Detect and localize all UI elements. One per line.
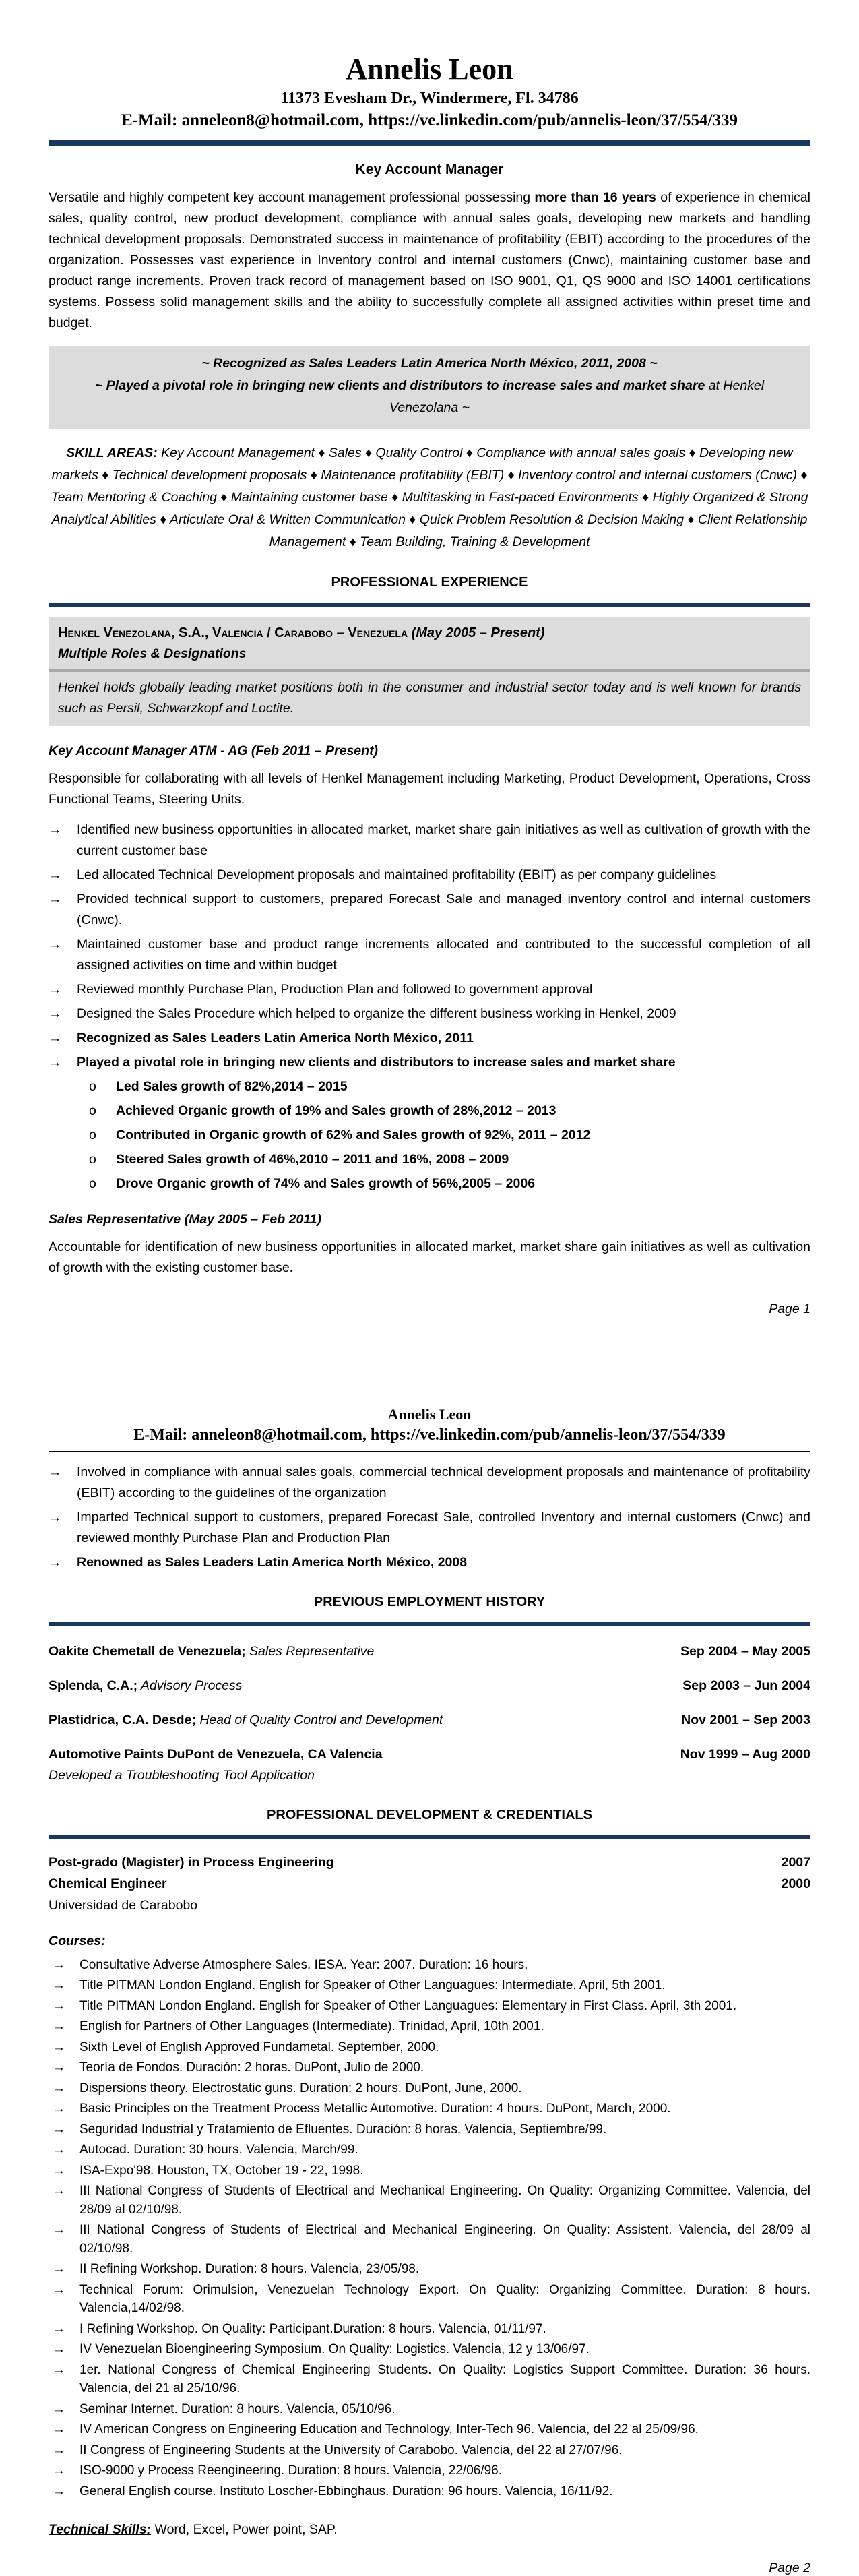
arrow-bullet-icon: → [49,1464,62,1479]
continued-bullet-list [49,1462,810,1573]
header-rule [49,140,810,146]
arrow-bullet-icon: → [53,2122,65,2137]
employment-company-role: Automotive Paints DuPont de Venezuela, CA Valencia [49,1746,383,1762]
employment-dates: Nov 1999 – Aug 2000 [680,1746,810,1762]
course-item [49,2461,810,2480]
arrow-bullet-icon: → [53,1998,65,2013]
course-item [49,2361,810,2398]
university-name: Universidad de Carabobo [49,1897,198,1913]
course-text: Sixth Level of English Approved Fundametal. September, 2000. [79,2040,439,2054]
courses-label: Courses: [49,1933,106,1949]
course-item [49,2038,810,2057]
arrow-bullet-icon: → [53,2282,65,2297]
bullet-text: Renowned as Sales Leaders Latin America North México, 2008 [77,1554,468,1570]
role-bullet-list [49,820,810,1073]
course-item [49,2120,810,2139]
employment-row [49,1744,810,1786]
technical-skills-label: Technical Skills: [49,2522,152,2538]
course-item [49,1997,810,2016]
course-item [49,2099,810,2118]
page-number: Page 2 [769,2560,810,2576]
role-title-sales-representative: Sales Representative (May 2005 – Feb 2011) [49,1211,322,1227]
credential-year: 2007 [781,1854,810,1870]
recognition-line: ~ Played a pivotal role in bringing new clients and distributors to increase sales and market share at Henkel Venezolana ~ [94,377,765,415]
course-text: ISA-Expo'98. Houston, TX, October 19 - 22, 1998. [79,2163,364,2178]
courses-list [49,1956,810,2501]
course-text: Basic Principles on the Treatment Process Metallic Automotive. Duration: 4 hours. DuPont, March, 2000. [79,2102,671,2116]
arrow-bullet-icon: → [53,2223,65,2238]
bullet-item [49,1052,810,1073]
employer-subtitle: Multiple Roles & Designations [58,646,247,661]
employment-company-role: Plastidrica, C.A. Desde; Head of Quality Control and Development [49,1712,443,1727]
course-item [49,2182,810,2219]
bullet-item [49,889,810,931]
course-item [49,2281,810,2318]
arrow-bullet-icon: → [53,2362,65,2377]
course-item [49,2079,810,2098]
course-item [49,2161,810,2180]
bullet-text: Led allocated Technical Development proposals and maintained profitability (EBIT) as per company guidelines [77,867,717,882]
employment-row [49,1710,810,1731]
employment-dates: Sep 2003 – Jun 2004 [682,1678,810,1693]
sub-bullet-item [89,1101,810,1122]
bullet-text: Identified new business opportunities in allocated market, market share gain initiatives as well as cultivation of growth with the current customer base [77,822,810,858]
section-rule [49,603,810,607]
arrow-bullet-icon: → [53,2040,65,2054]
circle-bullet-icon: o [89,1127,96,1142]
course-text: ISO-9000 y Process Reengineering. Duration: 8 hours. Valencia, 22/06/96. [79,2463,503,2478]
skill-areas-list: Key Account Management ♦ Sales ♦ Quality Control ♦ Compliance with annual sales goals ♦ Developing new markets ♦ Technical development proposals ♦ Maintenance profitability (EBIT) ♦ Inventory control and internal customers (Cnwc) ♦ Team Mentoring & Coaching ♦ Maintaining customer base ♦ Multitasking in Fast-paced Environments ♦ Highly Organized & Strong Analytical Abilities ♦ Articulate Oral & Written Communication ♦ Quick Problem Resolution & Decision Making ♦ Client Relationship Management ♦ Team Building, Training & Development [51,445,808,549]
employment-row [49,1676,810,1696]
course-item [49,2058,810,2077]
arrow-bullet-icon: → [49,867,62,882]
arrow-bullet-icon: → [49,1554,62,1570]
sub-bullet-text: Steered Sales growth of 46%,2010 – 2011 and 16%, 2008 – 2009 [116,1151,509,1167]
course-text: Dispersions theory. Electrostatic guns. Duration: 2 hours. DuPont, June, 2000. [79,2081,522,2095]
course-item [49,2141,810,2159]
credentials-list [49,1851,810,1895]
recognition-line: ~ Recognized as Sales Leaders Latin America North México, 2011, 2008 ~ [201,355,658,371]
arrow-bullet-icon: → [49,891,62,907]
bullet-text: Played a pivotal role in bringing new clients and distributors to increase sales and market share [77,1054,676,1070]
bullet-item [49,934,810,976]
arrow-bullet-icon: → [53,2102,65,2116]
employment-dates: Nov 2001 – Sep 2003 [681,1712,810,1727]
bullet-item [49,1507,810,1549]
bullet-item [49,820,810,861]
course-item [49,2017,810,2036]
arrow-bullet-icon: → [49,1509,62,1525]
header-hairline [49,1451,810,1452]
employment-company-role: Splenda, C.A.; Advisory Process [49,1678,243,1693]
section-rule [49,1622,810,1626]
course-text: General English course. Instituto Loscher-Ebbinghaus. Duration: 96 hours. Valencia, 16/11/92. [79,2484,613,2498]
course-text: II Refining Workshop. Duration: 8 hours. Valencia, 23/05/98. [79,2262,420,2277]
page-break-gap [0,1317,859,1397]
role-intro: Accountable for identification of new business opportunities in allocated market, market share gain initiatives as well as cultivation of growth with the existing customer base. [49,1239,810,1275]
bullet-item [49,1462,810,1504]
arrow-bullet-icon: → [53,2342,65,2357]
employment-history-list [49,1641,810,1786]
course-text: II Congress of Engineering Students at the University of Carabobo. Valencia, del 22 al 27/07/96. [79,2443,623,2457]
bullet-item [49,865,810,886]
arrow-bullet-icon: → [49,822,62,837]
recognition-box [49,346,810,429]
candidate-contact-line: E-Mail: anneleon8@hotmail.com, https://ve.linkedin.com/pub/annelis-leon/37/554/339 [121,111,738,129]
arrow-bullet-icon: → [53,2321,65,2336]
arrow-bullet-icon: → [53,2143,65,2157]
course-text: Teoría de Fondos. Duración: 2 horas. DuPont, Julio de 2000. [79,2060,424,2075]
technical-skills-text: Word, Excel, Power point, SAP. [154,2522,338,2538]
credential-title: Post-grado (Magister) in Process Engineering [49,1854,334,1870]
sub-bullet-item [89,1125,810,1146]
circle-bullet-icon: o [89,1175,96,1191]
employment-company-role: Oakite Chemetall de Venezuela; Sales Representative [49,1643,375,1659]
growth-sub-bullet-list [89,1076,810,1194]
course-text: Consultative Adverse Atmosphere Sales. IESA. Year: 2007. Duration: 16 hours. [79,1957,528,1972]
arrow-bullet-icon: → [53,2060,65,2075]
course-item [49,2441,810,2460]
course-text: IV American Congress on Engineering Education and Technology, Inter-Tech 96. Valencia, del 22 al 25/09/96. [79,2422,699,2437]
arrow-bullet-icon: → [53,2422,65,2437]
circle-bullet-icon: o [89,1151,96,1167]
arrow-bullet-icon: → [53,2443,65,2457]
arrow-bullet-icon: → [53,2401,65,2416]
employment-note: Developed a Troubleshooting Tool Application [49,1767,315,1783]
arrow-bullet-icon: → [49,1030,62,1045]
employer-name-line: Henkel Venezolana, S.A., Valencia / Carabobo – Venezuela (May 2005 – Present) [58,625,545,640]
candidate-name: Annelis Leon [387,1405,472,1423]
credential-row [49,1851,810,1873]
section-rule [49,1835,810,1839]
course-item [49,2420,810,2439]
section-heading-employment-history: PREVIOUS EMPLOYMENT HISTORY [313,1594,546,1609]
bullet-item [49,1028,810,1049]
sub-bullet-item [89,1076,810,1097]
sub-bullet-text: Contributed in Organic growth of 62% and Sales growth of 92%, 2011 – 2012 [116,1127,591,1142]
arrow-bullet-icon: → [53,2463,65,2478]
credential-row [49,1873,810,1895]
course-item [49,2320,810,2339]
course-item [49,2260,810,2279]
arrow-bullet-icon: → [53,2019,65,2034]
arrow-bullet-icon: → [53,2163,65,2178]
arrow-bullet-icon: → [53,2262,65,2277]
course-item [49,2482,810,2501]
employer-box [49,617,810,726]
employment-dates: Sep 2004 – May 2005 [680,1643,810,1659]
circle-bullet-icon: o [89,1078,96,1094]
course-text: Autocad. Duration: 30 hours. Valencia, March/99. [79,2143,358,2157]
arrow-bullet-icon: → [53,1978,65,1993]
course-item [49,1976,810,1995]
arrow-bullet-icon: → [53,2484,65,2498]
employment-row [49,1641,810,1662]
course-item [49,2340,810,2359]
sub-bullet-text: Drove Organic growth of 74% and Sales growth of 56%,2005 – 2006 [116,1175,536,1191]
bullet-text: Recognized as Sales Leaders Latin America North México, 2011 [77,1030,474,1045]
page-number: Page 1 [769,1301,810,1316]
arrow-bullet-icon: → [53,2081,65,2095]
skill-areas-label: SKILL AREAS: [66,445,158,460]
candidate-address: 11373 Evesham Dr., Windermere, Fl. 34786 [280,89,579,107]
course-text: 1er. National Congress of Chemical Engineering Students. On Quality: Logistics Support Committee. Duration: 36 hours. Valencia, del 21 al 25/10/96. [79,2362,810,2396]
bullet-text: Involved in compliance with annual sales goals, commercial technical development proposals and maintenance of profitability (EBIT) according to the guidelines of the organization [77,1464,810,1500]
summary-paragraph: Versatile and highly competent key account management professional possessing more than 16 years of experience in chemical sales, quality control, new product development, compliance with annual sales goals, developing new markets and handling technical development proposals. Demonstrated success in maintenance of profitability (EBIT) according to the procedures of the organization. Possesses vast experience in Inventory control and internal customers (Cnwc), maintaining customer base and product range increments. Proven track record of management based on ISO 9001, Q1, QS 9000 and ISO 14001 certifications systems. Possess solid management skills and the ability to successfully complete all assigned activities within preset time and budget. [49,189,810,330]
role-title-key-account-manager: Key Account Manager ATM - AG (Feb 2011 – Present) [49,743,379,758]
arrow-bullet-icon: → [53,2184,65,2199]
employer-description: Henkel holds globally leading market positions both in the consumer and industrial sector today and is well known for brands such as Persil, Schwarzkopf and Loctite. [58,679,801,716]
course-text: Seguridad Industrial y Tratamiento de Efluentes. Duración: 8 horas. Valencia, Septiembre/99. [79,2122,607,2137]
resume-title: Key Account Manager [355,161,504,177]
candidate-name: Annelis Leon [346,53,513,86]
sub-bullet-item [89,1149,810,1170]
credential-title: Chemical Engineer [49,1876,167,1891]
course-text: English for Partners of Other Languages (Intermediate). Trinidad, April, 10th 2001. [79,2019,544,2034]
course-text: Technical Forum: Orimulsion, Venezuelan Technology Export. On Quality: Organizing Committee. Duration: 8 hours. Valencia,14/02/98. [79,2282,810,2316]
course-text: Title PITMAN London England. English for Speaker of Other Languagues: Elementary in First Class. April, 3th 2001. [79,1998,737,2013]
course-text: III National Congress of Students of Electrical and Mechanical Engineering. On Quality: Assistent. Valencia, del 28/09 al 02/10/98. [79,2223,810,2256]
bullet-text: Provided technical support to customers, prepared Forecast Sale and managed inventory control and internal customers (Cnwc). [77,891,810,927]
course-item [49,2400,810,2419]
bullet-text: Reviewed monthly Purchase Plan, Production Plan and followed to government approval [77,981,593,997]
bullet-item [49,1552,810,1573]
bullet-item [49,1004,810,1024]
course-text: III National Congress of Students of Electrical and Mechanical Engineering. On Quality: Organizing Committee. Valencia, del 28/09 al 02/10/98. [79,2184,810,2217]
arrow-bullet-icon: → [49,1006,62,1021]
skill-areas [49,442,810,553]
section-heading-experience: PROFESSIONAL EXPERIENCE [331,574,528,590]
bullet-text: Imparted Technical support to customers, prepared Forecast Sale, controlled Inventory and internal customers (Cnwc) and reviewed monthly Purchase Plan and Production Plan [77,1509,810,1545]
arrow-bullet-icon: → [49,936,62,952]
arrow-bullet-icon: → [49,981,62,997]
arrow-bullet-icon: → [49,1054,62,1070]
course-item [49,1956,810,1975]
course-text: I Refining Workshop. On Quality: Participant.Duration: 8 hours. Valencia, 01/11/97. [79,2321,546,2336]
bullet-item [49,979,810,1000]
candidate-contact-line: E-Mail: anneleon8@hotmail.com, https://ve.linkedin.com/pub/annelis-leon/37/554/339 [133,1425,726,1444]
sub-bullet-text: Achieved Organic growth of 19% and Sales growth of 28%,2012 – 2013 [116,1103,556,1118]
bullet-text: Maintained customer base and product range increments allocated and contributed to the successful completion of all assigned activities on time and within budget [77,936,810,973]
arrow-bullet-icon: → [53,1957,65,1972]
section-heading-credentials: PROFESSIONAL DEVELOPMENT & CREDENTIALS [266,1807,592,1822]
bullet-text: Designed the Sales Procedure which helped to organize the different business working in Henkel, 2009 [77,1006,676,1021]
course-text: IV Venezuelan Bioengineering Symposium. On Quality: Logistics. Valencia, 12 y 13/06/97. [79,2342,590,2357]
credential-year: 2000 [781,1876,810,1891]
sub-bullet-item [89,1173,810,1194]
course-item [49,2221,810,2258]
sub-bullet-text: Led Sales growth of 82%,2014 – 2015 [116,1078,348,1094]
role-intro: Responsible for collaborating with all levels of Henkel Management including Marketing, Product Development, Operations, Cross Functional Teams, Steering Units. [49,770,810,807]
course-text: Title PITMAN London England. English for Speaker of Other Languagues: Intermediate. April, 5th 2001. [79,1978,666,1993]
technical-skills [49,2522,810,2538]
resume-page-2 [0,1397,859,2576]
circle-bullet-icon: o [89,1103,96,1118]
course-text: Seminar Internet. Duration: 8 hours. Valencia, 05/10/96. [79,2401,395,2416]
